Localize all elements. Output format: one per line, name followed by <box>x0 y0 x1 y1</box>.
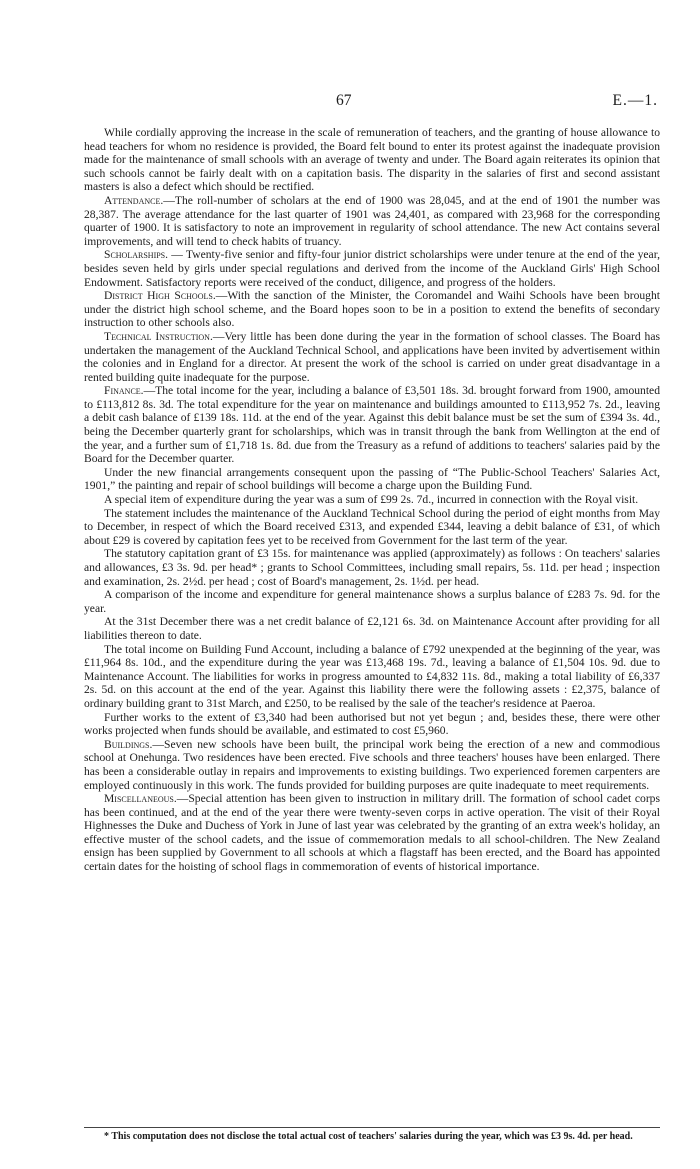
section-heading: Technical Instruction. <box>104 329 213 343</box>
paragraph-new-financial-arrangements <box>84 466 660 493</box>
paragraph-surplus-comparison <box>84 588 660 615</box>
section-heading: Finance. <box>104 384 144 398</box>
paragraph-text: The total income on Building Fund Account, including a balance of £792 unexpended at the beginning of the year, was £11,964 8s. 10d., and the expenditure during the year was £13,468 19s. 7d., leaving a balance of £1,504 10s. 9d. due to Maintenance Account. The liabilities for works in progress amounted to £4,832 11s. 8d., making a total liability of £6,337 2s. 5d. on this account at the end of the year. Against this liability there were the following assets : £2,375, balance of ordinary building grant to 31st March, and £250, to be realised by the sale of the teacher's residence at Paeroa. <box>84 642 660 710</box>
paragraph-text: Further works to the extent of £3,340 had been authorised but not yet begun ; and, besides these, there were other works projected when funds should be available, and estimated to cost £5,960. <box>84 710 660 738</box>
section-heading: Miscellaneous. <box>104 792 177 806</box>
paragraph-technical-school-statement <box>84 507 660 548</box>
paragraph-text: —The roll-number of scholars at the end of 1900 was 28,045, and at the end of 1901 the number was 28,387. The average attendance for the last quarter of 1901 was 24,401, as compared with 23,968 for the corresponding quarter of 1900. It is satisfactory to note an improvement in regularity of school attendance. The new Act contains several improvements, and will tend to check habits of truancy. <box>84 193 660 248</box>
report-body <box>84 126 660 874</box>
footnote-text: * This computation does not disclose the total actual cost of teachers' salaries during the year, which was £3 9s. 4d. per head. <box>104 1131 633 1142</box>
page-header <box>0 92 700 112</box>
section-heading: Buildings. <box>104 737 153 751</box>
paragraph-text: A comparison of the income and expenditure for general maintenance shows a surplus balance of £283 7s. 9d. for the year. <box>84 588 660 615</box>
paragraph-text: —Very little has been done during the year in the formation of school classes. The Board has undertaken the management of the Auckland Technical School, and applications have been invited by advertisement within the colonies and in England for a director. At present the work of the school is carried on under great disadvantage in a rented building quite inadequate for the purpose. <box>84 329 660 384</box>
paragraph-scholarships <box>84 248 660 289</box>
paragraph-capitation-grant <box>84 547 660 588</box>
paragraph-text: —The total income for the year, including a balance of £3,501 18s. 3d. brought forward from 1900, amounted to £113,812 8s. 3d. The total expenditure for the year on maintenance and buildings amounted to £113,952 7s. 2d., leaving a debit cash balance of £139 18s. 11d. at the end of the year. Against this debit balance must be set the sum of £394 3s. 4d., being the December quarterly grant for scholarships, which was in transit through the bank from Wellington at the end of the year, and a further sum of £1,718 1s. 8d. due from the Treasury as a refund of additions to teachers' salaries paid by the Board for the December quarter. <box>84 384 660 466</box>
paragraph-district-high-schools <box>84 289 660 330</box>
paragraph-text: The statement includes the maintenance of the Auckland Technical School during the period of eight months from May to December, in respect of which the Board received £313, and expended £344, leaving a debit balance of £31, of which about £29 is covered by capitation fees yet to be received from Government for the last term of the year. <box>84 506 660 547</box>
document-code: E.—1. <box>612 92 658 109</box>
paragraph-finance <box>84 384 660 466</box>
paragraph-text: —With the sanction of the Minister, the Coromandel and Waihi Schools have been brought under the district high school scheme, and the Board hopes soon to be in a position to extend the benefits of secondary instruction to other schools also. <box>84 289 660 330</box>
paragraph-text: While cordially approving the increase in the scale of remuneration of teachers, and the granting of house allowance to head teachers for whom no residence is provided, the Board felt bound to enter its protest against the inadequate provision made for the maintenance of small schools with an average of twenty and under. The Board again reiterates its opinion that such schools cannot be fairly dealt with on a capitation basis. The disparity in the salaries of first and second assistant masters is also a defect which should be rectified. <box>84 126 660 194</box>
paragraph-miscellaneous <box>84 792 660 874</box>
paragraph-text: — Twenty-five senior and fifty-four junior district scholarships were under tenure at the end of the year, besides seven held by girls under special regulations and derived from the income of the Auckland Girls' High School Endowment. Satisfactory reports were received of the conduct, diligence, and progress of the holders. <box>84 248 660 289</box>
paragraph-salaries <box>84 126 660 194</box>
paragraph-text: At the 31st December there was a net credit balance of £2,121 6s. 3d. on Maintenance Account after providing for all liabilities thereon to date. <box>84 615 660 642</box>
paragraph-further-works <box>84 711 660 738</box>
section-heading: District High Schools. <box>104 289 216 303</box>
paragraph-maintenance-balance <box>84 615 660 642</box>
paragraph-text: A special item of expenditure during the year was a sum of £99 2s. 7d., incurred in connection with the Royal visit. <box>104 493 639 507</box>
paragraph-building-fund <box>84 643 660 711</box>
section-heading: Scholarships. <box>104 248 169 262</box>
paragraph-technical-instruction <box>84 330 660 384</box>
footnote-divider <box>84 1127 660 1128</box>
paragraph-attendance <box>84 194 660 248</box>
paragraph-text: —Seven new schools have been built, the principal work being the erection of a new and commodious school at Onehunga. Two residences have been erected. Five schools and three teachers' houses have been enlarged. There has been a considerable outlay in repairs and improvements to existing buildings. Two experienced foremen carpenters are employed continuously in this work. The funds provided for building purposes are quite inadequate to meet requirements. <box>84 737 660 792</box>
page-number: 67 <box>336 92 352 109</box>
footnote <box>84 1131 660 1143</box>
paragraph-text: —Special attention has been given to instruction in military drill. The formation of school cadet corps has been continued, and at the end of the year there were twenty-seven corps in active operation. The visit of their Royal Highnesses the Duke and Duchess of York in June of last year was celebrated by the granting of an extra week's holiday, an effective muster of the school cadets, and the issue of commemoration medals to all school-children. The New Zealand ensign has been supplied by Government to all schools at which a flagstaff has been erected, and the Board has appointed certain dates for the hoisting of school flags in commemoration of events of historical importance. <box>84 792 660 874</box>
paragraph-buildings <box>84 738 660 792</box>
section-heading: Attendance. <box>104 193 164 207</box>
paragraph-text: Under the new financial arrangements consequent upon the passing of “The Public-School Teachers' Salaries Act, 1901,” the painting and repair of school buildings will become a charge upon the Building Fund. <box>84 465 660 493</box>
paragraph-text: The statutory capitation grant of £3 15s. for maintenance was applied (approximately) as follows : On teachers' salaries and allowances, £3 3s. 9d. per head* ; grants to School Committees, including small repairs, 5s. 11d. per head ; inspection and examination, 2s. 2½d. per head ; cost of Board's management, 2s. 1½d. per head. <box>84 547 660 588</box>
paragraph-royal-visit <box>84 493 660 507</box>
